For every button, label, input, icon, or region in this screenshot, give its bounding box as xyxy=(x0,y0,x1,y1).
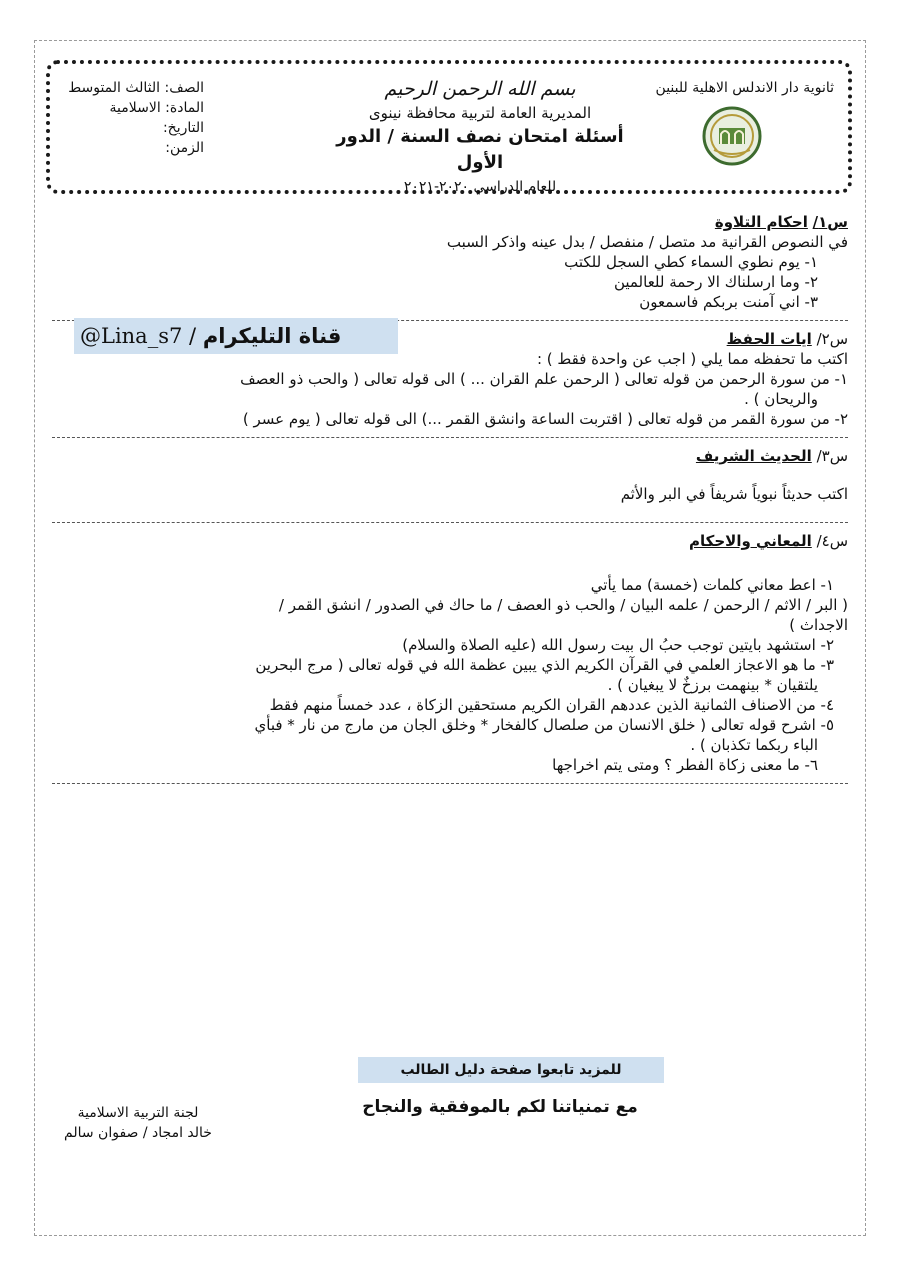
q3-label: الحديث الشريف xyxy=(695,447,812,465)
time: الزمن: xyxy=(165,140,204,156)
q2-number: س٢/ xyxy=(816,330,848,348)
good-wishes: مع تمنياتنا لكم بالموفقية والنجاح xyxy=(362,1097,638,1117)
exam-info xyxy=(64,78,204,158)
exam-header xyxy=(46,60,852,194)
q4-item: يلتقيان * بينهمت برزخٌ لا يبغيان ) . xyxy=(607,676,818,694)
divider xyxy=(52,783,848,784)
committee-name: لجنة التربية الاسلامية xyxy=(77,1105,199,1121)
directorate: المديرية العامة لتربية محافظة نينوى xyxy=(368,104,592,122)
q1-title xyxy=(52,212,848,232)
divider xyxy=(52,437,848,438)
q4-item: ١- اعط معاني كلمات (خمسة) مما يأتي xyxy=(590,576,834,594)
q1-item: ٣- اني آمنت بربكم فاسمعون xyxy=(639,293,818,311)
school-name: ثانوية دار الاندلس الاهلية للبنين xyxy=(655,80,834,96)
q1-number: س١/ xyxy=(812,213,848,231)
telegram-handle: @Lina_s7 xyxy=(80,324,183,348)
subject: المادة: الاسلامية xyxy=(109,100,204,116)
q2-item: والريحان ) . xyxy=(744,390,818,408)
q2-item: ٢- من سورة القمر من قوله تعالى ( اقتربت الساعة وانشق القمر ...) الى قوله تعالى ( يوم عسر ) xyxy=(242,410,848,428)
q4-item: ٦- ما معنى زكاة الفطر ؟ ومتى يتم اخراجها xyxy=(552,756,818,774)
q2-instruction: اكتب ما تحفظه مما يلي ( اجب عن واحدة فقط ) : xyxy=(536,350,848,368)
telegram-banner xyxy=(74,318,398,354)
school-logo-icon xyxy=(702,106,762,166)
exam-content xyxy=(52,212,848,792)
header-center xyxy=(320,76,640,198)
more-banner: للمزيد تابعوا صفحة دليل الطالب xyxy=(358,1057,664,1083)
q4-item: الباء ربكما تكذبان ) . xyxy=(690,736,818,754)
q1-label: احكام التلاوة xyxy=(714,213,808,231)
committee-signature xyxy=(48,1103,228,1143)
telegram-channel-label: قناة التليكرام xyxy=(202,324,342,348)
q1-instruction: في النصوص القرانية مد متصل / منفصل / بدل عينه واذكر السبب xyxy=(446,233,848,251)
q1-item: ٢- وما ارسلناك الا رحمة للعالمين xyxy=(613,273,818,291)
basmala: بسم الله الرحمن الرحيم xyxy=(384,78,576,100)
academic-year: للعام الدراسي ٢٠٢٠-٢٠٢١ xyxy=(403,179,557,195)
q4-item: ٢- استشهد بايتين توجب حبُ ال بيت رسول الله (عليه الصلاة والسلام) xyxy=(402,636,834,654)
teacher-names: خالد امجاد / صفوان سالم xyxy=(64,1125,212,1141)
divider xyxy=(52,522,848,523)
q4-item: ٥- اشرح قوله تعالى ( خلق الانسان من صلصال كالفخار * وخلق الجان من مارج من نار * فبأي xyxy=(254,716,834,734)
q4-item: ٣- ما هو الاعجاز العلمي في القرآن الكريم الذي يبين عظمة الله في قوله تعالى ( مرج البحرين xyxy=(255,656,834,674)
date: التاريخ: xyxy=(162,120,204,136)
q4-item: الاجداث ) xyxy=(789,616,848,634)
q4-item: ( البر / الاثم / الرحمن / علمه البيان / والحب ذو العصف / ما حاك في الصدور / انشق القمر / xyxy=(278,596,848,614)
q2-label: ايات الحفظ xyxy=(726,330,812,348)
q1-item: ١- يوم نطوي السماء كطي السجل للكتب xyxy=(564,253,818,271)
exam-title: أسئلة امتحان نصف السنة / الدور الأول xyxy=(336,126,624,173)
q3-instruction: اكتب حديثاً نبوياً شريفاً في البر والأثم xyxy=(620,485,848,503)
q4-number: س٤/ xyxy=(816,532,848,550)
q3-number: س٣/ xyxy=(816,447,848,465)
q4-title xyxy=(52,531,848,551)
q4-item: ٤- من الاصناف الثمانية الذين عددهم القران الكريم مستحقين الزكاة ، عدد خمساً منهم فقط xyxy=(269,696,834,714)
q4-label: المعاني والاحكام xyxy=(689,532,812,550)
q2-item: ١- من سورة الرحمن من قوله تعالى ( الرحمن علم القران ... ) الى قوله تعالى ( والحب ذو العصف xyxy=(240,370,848,388)
q3-title xyxy=(52,446,848,466)
banner-separator: / xyxy=(189,324,197,348)
grade: الصف: الثالث المتوسط xyxy=(68,80,204,96)
